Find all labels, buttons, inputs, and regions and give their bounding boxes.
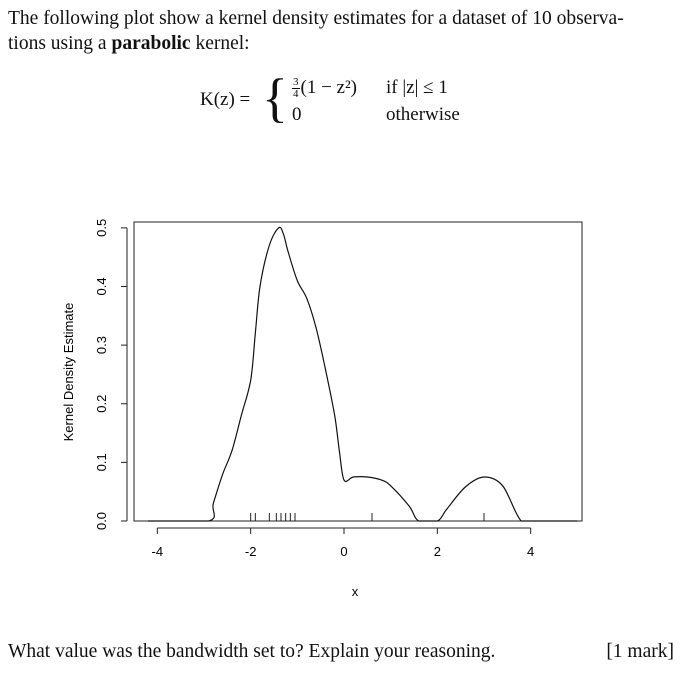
y-axis — [94, 219, 127, 530]
density-curve — [148, 227, 577, 521]
y-axis-label: Kernel Density Estimate — [61, 302, 76, 442]
formula-brace: { — [262, 68, 288, 128]
formula-case-1-expr: (1 − z²) — [300, 77, 357, 98]
fraction-numerator: 3 — [293, 76, 299, 89]
formula-lhs: K(z) = — [200, 89, 251, 110]
x-tick-label: 4 — [527, 544, 535, 559]
x-axis-label: x — [351, 584, 359, 599]
y-tick-label: 0.4 — [94, 277, 109, 296]
formula-case-2-condition: otherwise — [386, 104, 460, 125]
question-text: What value was the bandwidth set to? Explain your reasoning. — [8, 641, 496, 662]
y-tick-label: 0.0 — [94, 511, 109, 531]
y-tick-label: 0.2 — [94, 394, 109, 413]
x-tick-label: 2 — [433, 544, 441, 559]
intro-line-2-end: kernel: — [190, 33, 250, 54]
rug-marks — [251, 513, 484, 521]
y-tick-label: 0.5 — [94, 218, 109, 237]
x-axis — [152, 528, 535, 559]
intro-line-2-start: tions using a — [8, 33, 112, 54]
y-tick-label: 0.1 — [94, 453, 109, 472]
question-marks: [1 mark] — [606, 641, 674, 662]
formula-case-2-expr: 0 — [292, 104, 302, 125]
fraction-denominator: 4 — [293, 88, 299, 101]
intro-line-1: The following plot show a kernel density estimates for a dataset of 10 observa- — [8, 8, 624, 29]
y-tick-label: 0.3 — [94, 336, 109, 355]
formula-case-1-condition: if |z| ≤ 1 — [386, 77, 448, 98]
x-tick-label: -2 — [244, 544, 257, 559]
x-tick-label: -4 — [151, 544, 164, 559]
kernel-name: parabolic — [111, 33, 191, 54]
x-tick-label: 0 — [340, 544, 348, 559]
